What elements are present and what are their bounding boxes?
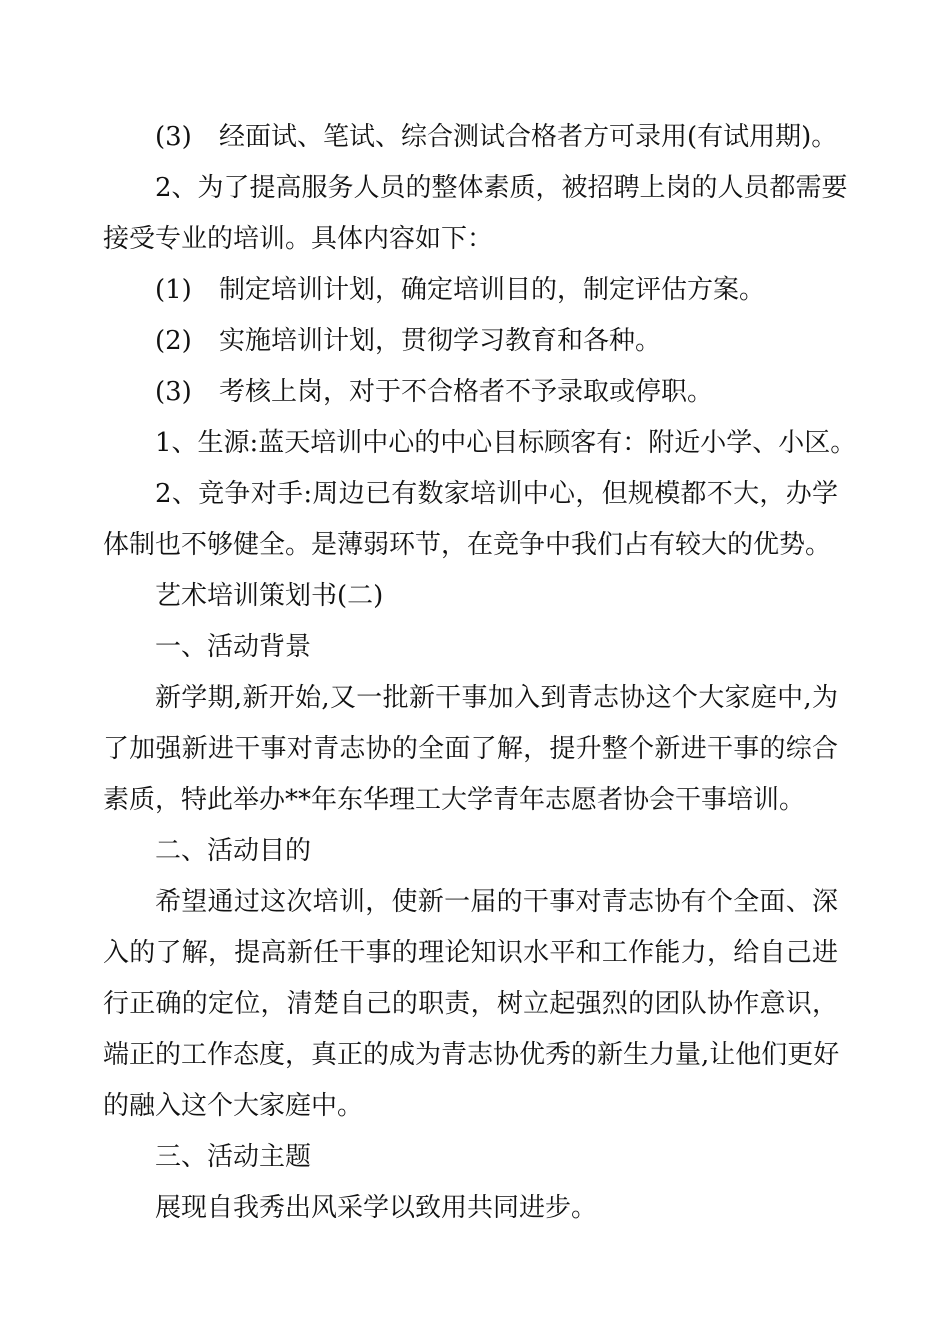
paragraph-line: 接受专业的培训。具体内容如下： [103, 224, 494, 254]
document-body [103, 112, 857, 1234]
paragraph-line: 希望通过这次培训，使新一届的干事对青志协有个全面、深 [155, 887, 838, 917]
section-title: 艺术培训策划书(二) [155, 581, 384, 611]
section-heading: 二、活动目的 [155, 836, 312, 866]
paragraph-line: 新学期,新开始,又一批新干事加入到青志协这个大家庭中,为 [155, 683, 838, 713]
item-number: (2) [155, 326, 192, 356]
paragraph-line: 的融入这个大家庭中。 [103, 1091, 364, 1121]
item-number: (3) [155, 377, 192, 407]
list-item [103, 316, 838, 367]
paragraph-line: 展现自我秀出风采学以致用共同进步。 [155, 1193, 598, 1223]
list-item [103, 367, 838, 418]
item-text: 考核上岗，对于不合格者不予录取或停职。 [219, 377, 714, 407]
paragraph-line: 了加强新进干事对青志协的全面了解，提升整个新进干事的综合 [103, 734, 838, 764]
paragraph-line: 体制也不够健全。是薄弱环节，在竞争中我们占有较大的优势。 [103, 530, 832, 560]
paragraph-line: 2、竞争对手:周边已有数家培训中心，但规模都不大，办学 [155, 479, 838, 509]
list-item [103, 112, 838, 163]
item-text: 经面试、笔试、综合测试合格者方可录用(有试用期)。 [219, 122, 838, 152]
paragraph-line: 行正确的定位，清楚自己的职责，树立起强烈的团队协作意识， [103, 989, 838, 1019]
paragraph-line: 入的了解，提高新任干事的理论知识水平和工作能力，给自己进 [103, 938, 838, 968]
paragraph-line: 素质，特此举办**年东华理工大学青年志愿者协会干事培训。 [103, 785, 806, 815]
item-number: (3) [155, 122, 192, 152]
paragraph-line: 2、为了提高服务人员的整体素质，被招聘上岗的人员都需要 [155, 173, 848, 203]
section-heading: 一、活动背景 [155, 632, 312, 662]
item-text: 制定培训计划，确定培训目的，制定评估方案。 [219, 275, 766, 305]
paragraph-line: 端正的工作态度，真正的成为青志协优秀的新生力量,让他们更好 [103, 1040, 840, 1070]
section-heading: 三、活动主题 [155, 1142, 312, 1172]
paragraph-line: 1、生源:蓝天培训中心的中心目标顾客有：附近小学、小区。 [155, 428, 857, 458]
list-item [103, 265, 838, 316]
item-number: (1) [155, 275, 192, 305]
item-text: 实施培训计划，贯彻学习教育和各种。 [219, 326, 662, 356]
